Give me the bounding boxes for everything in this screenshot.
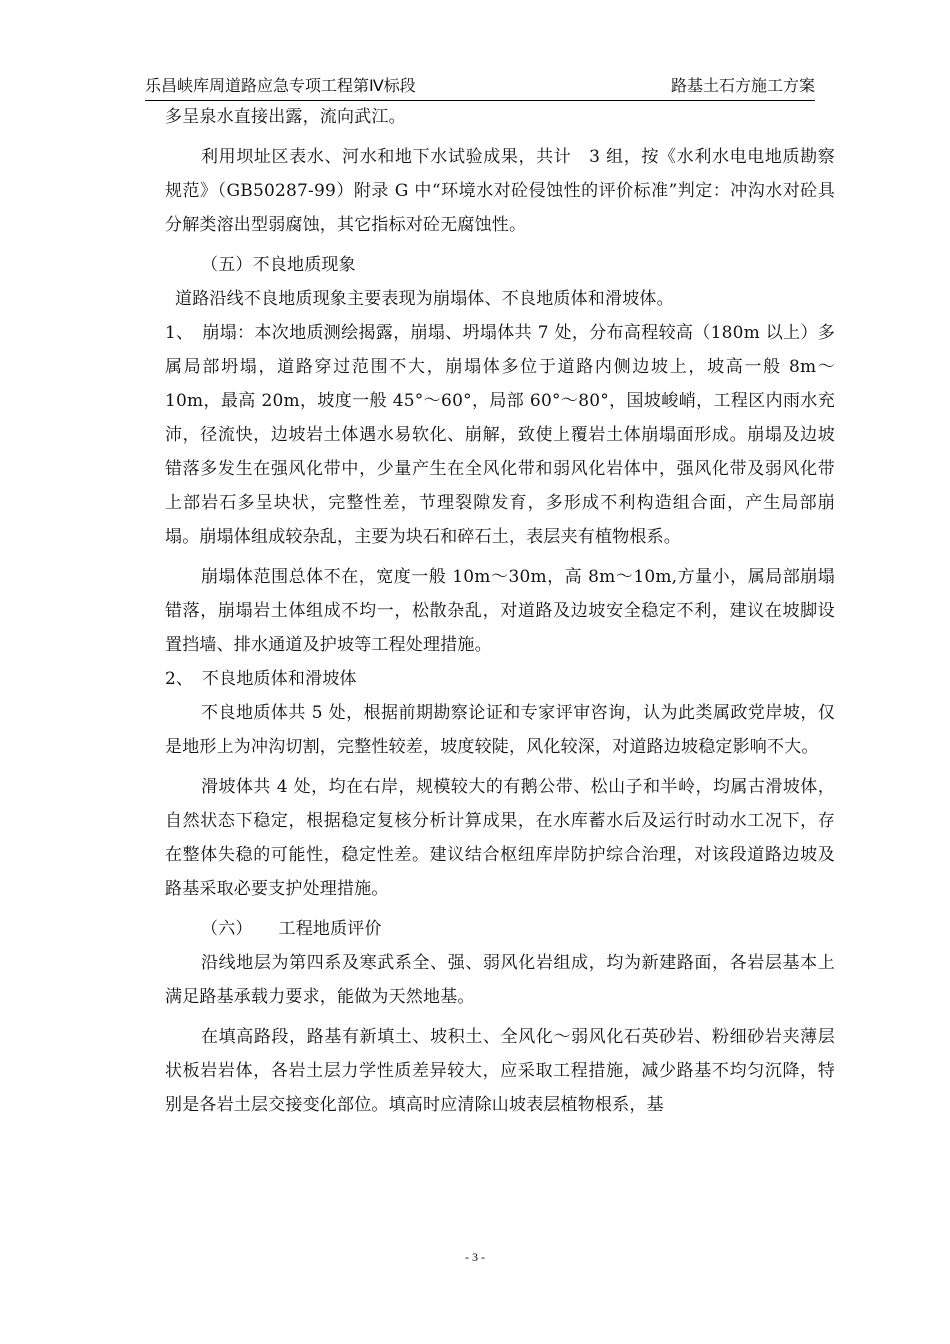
page-number: - 3 - xyxy=(465,1250,485,1264)
section-heading-6: （六） 工程地质评价 xyxy=(201,919,382,939)
paragraph-1: 多呈泉水直接出露，流向武江。 xyxy=(165,107,406,127)
paragraph-7: 滑坡体共 4 处，均在右岸，规模较大的有鹅公带、松山子和半岭，均属古滑坡体，自然状态下稳定，根据稳定复核分析计算成果，在水库蓄水后及运行时动水工况下，存在整体失稳的可能性，稳定性差。建议结合枢纽库岸防护综合治理，对该段道路边坡及路基采取必要支护处理措施。 xyxy=(165,777,835,899)
paragraph-9: 在填高路段，路基有新填土、坡积土、全风化～弱风化石英砂岩、粉细砂岩夹薄层状板岩岩体，各岩土层力学性质差异较大，应采取工程措施，减少路基不均匀沉降，特别是各岩土层交接变化部位。填高时应清除山坡表层植物根系，基 xyxy=(165,1027,835,1115)
paragraph-5: 崩塌体范围总体不在，宽度一般 10m～30m，高 8m～10m,方量小，属局部崩塌错落，崩塌岩土体组成不均一，松散杂乱，对道路及边坡安全稳定不利，建议在坡脚设置挡墙、排水通道及护坡等工程处理措施。 xyxy=(165,567,835,655)
page-header xyxy=(145,66,815,101)
paragraph-4: 1、 崩塌：本次地质测绘揭露，崩塌、坍塌体共 7 处，分布高程较高（180m 以上）多属局部坍塌，道路穿过范围不大，崩塌体多位于道路内侧边坡上，坡高一般 8m～10m，最高 20m，坡度一般 45°～60°，局部 60°～80°，国坡峻峭，工程区内雨水充沛，径流快，边坡岩土体遇水易软化、崩解，致使上覆岩土体崩塌面形成。崩塌及边坡错落多发生在强风化带中，少量产生在全风化带和弱风化岩体中，强风化带及弱风化带上部岩石多呈块状，完整性差，节理裂隙发育，多形成不利构造组合面，产生局部崩塌。崩塌体组成较杂乱，主要为块石和碎石土，表层夹有植物根系。 xyxy=(165,323,835,547)
section-heading-5: （五）不良地质现象 xyxy=(201,255,356,275)
paragraph-2: 利用坝址区表水、河水和地下水试验成果，共计 3 组，按《水利水电电地质勘察规范》（GB50287-99）附录 G 中“环境水对砼侵蚀性的评价标准”判定：冲沟水对砼具分解类溶出型弱腐蚀，其它指标对砼无腐蚀性。 xyxy=(165,147,835,235)
subheading-2: 2、 不良地质体和滑坡体 xyxy=(165,669,357,689)
header-project-title: 乐昌峡库周道路应急专项工程第Ⅳ标段 xyxy=(145,76,416,95)
paragraph-3: 道路沿线不良地质现象主要表现为崩塌体、不良地质体和滑坡体。 xyxy=(175,289,674,309)
header-document-title: 路基土石方施工方案 xyxy=(670,76,815,95)
paragraph-8: 沿线地层为第四系及寒武系全、强、弱风化岩组成，均为新建路面，各岩层基本上满足路基承载力要求，能做为天然地基。 xyxy=(165,953,835,1007)
paragraph-6: 不良地质体共 5 处，根据前期勘察论证和专家评审咨询，认为此类属政党岸坡，仅是地形上为冲沟切割，完整性较差，坡度较陡，风化较深，对道路边坡稳定影响不大。 xyxy=(165,703,835,757)
document-body xyxy=(165,100,835,1122)
